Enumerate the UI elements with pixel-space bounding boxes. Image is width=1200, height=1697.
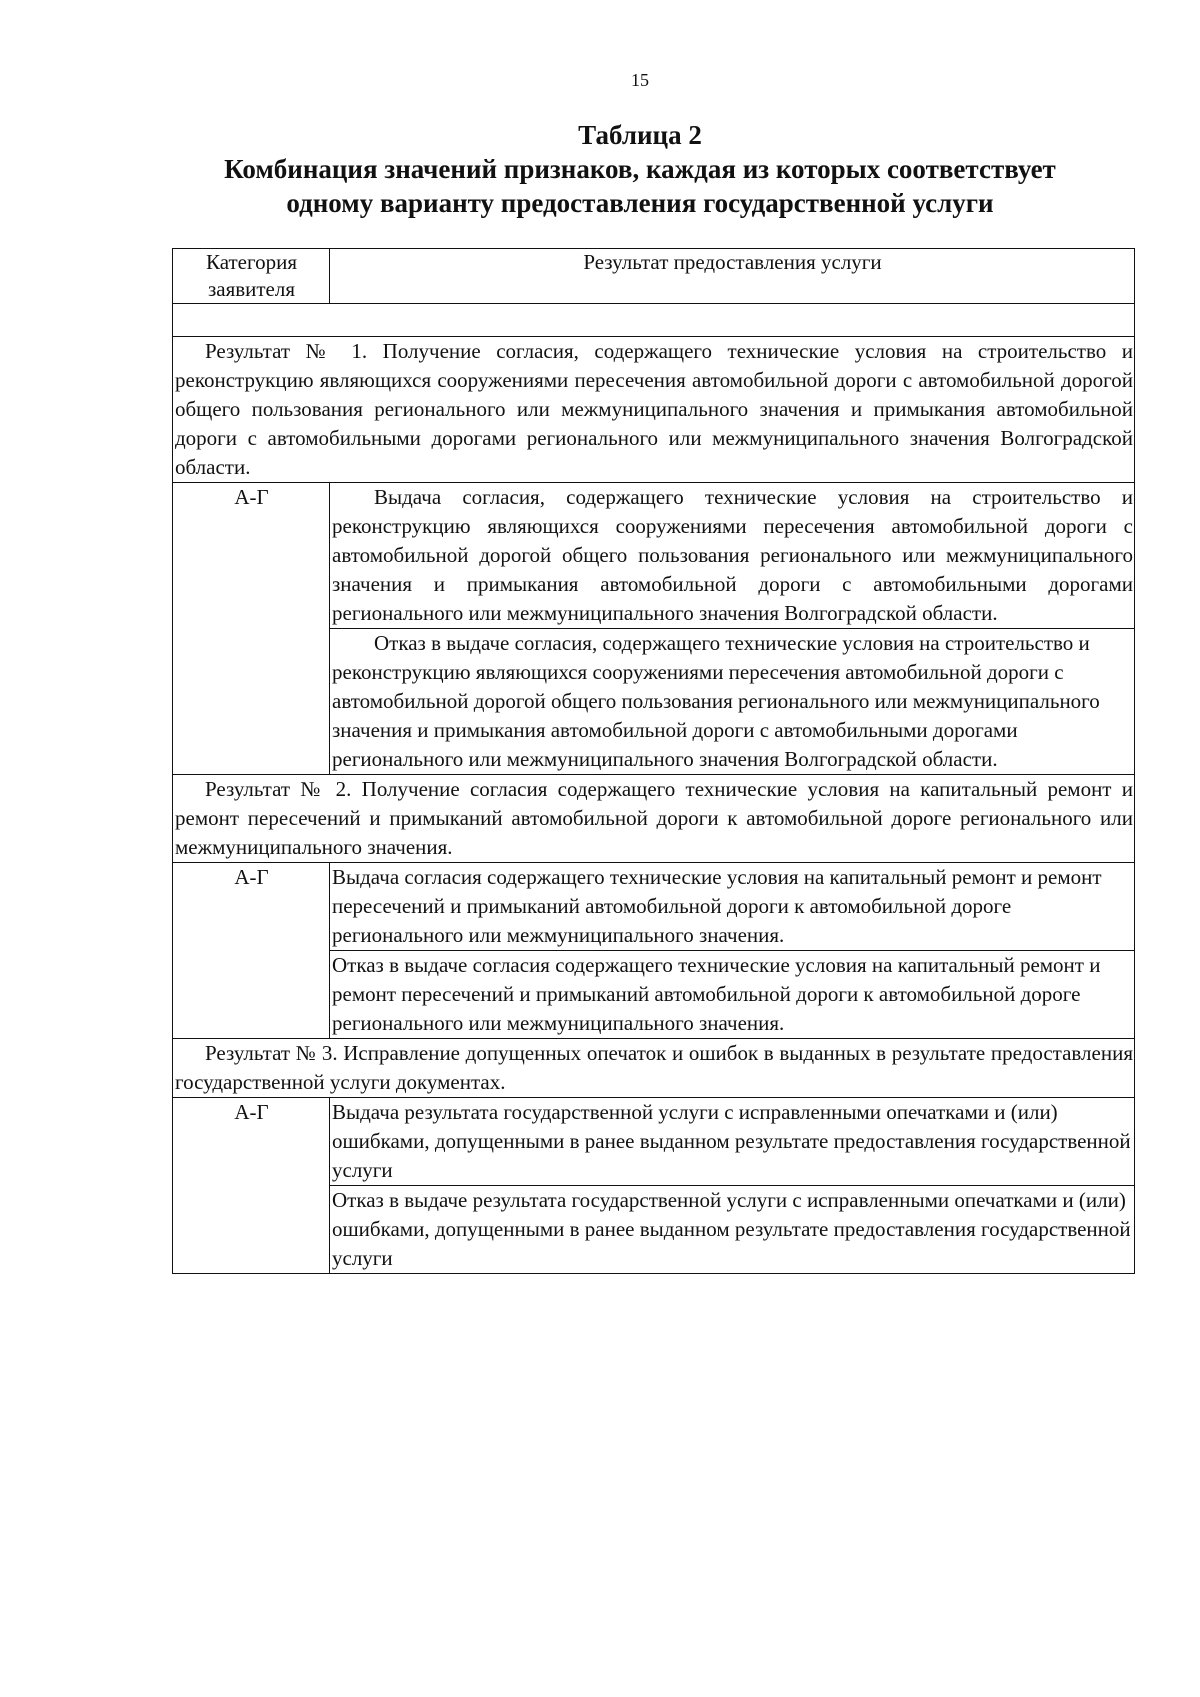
table-spacer-row bbox=[173, 304, 1135, 337]
outcome-issue: Выдача согласия, содержащего технические условия на строительство и реконструкцию являющихся сооружениями пересечения автомобильной дороги с автомобильной дорогой общего пользования регионального или межмуниципального значения и примыкания автомобильной дороги с автомобильными дорогами регионального или межмуниципального значения Волгоградской области. bbox=[330, 483, 1135, 629]
result-row-2 bbox=[173, 775, 1135, 863]
combinations-table bbox=[172, 248, 1135, 1274]
outcome-row bbox=[173, 483, 1135, 629]
table-title bbox=[140, 118, 1140, 220]
category-cell: А-Г bbox=[173, 483, 330, 775]
table-title-number: Таблица 2 bbox=[578, 120, 702, 150]
outcome-refusal: Отказ в выдаче согласия, содержащего технические условия на строительство и реконструкцию являющихся сооружениями пересечения автомобильной дороги с автомобильной дорогой общего пользования регионального или межмуниципального значения и примыкания автомобильной дороги с автомобильными дорогами регионального или межмуниципального значения Волгоградской области. bbox=[330, 629, 1135, 775]
outcome-refusal: Отказ в выдаче результата государственной услуги с исправленными опечатками и (или) ошибками, допущенными в ранее выданном результате предоставления государственной услуги bbox=[330, 1186, 1135, 1274]
result-2-text: Результат № 2. Получение согласия содержащего технические условия на капитальный ремонт и ремонт пересечений и примыканий автомобильной дороги к автомобильной дороге регионального или межмуниципального значения. bbox=[173, 775, 1135, 863]
result-row-1 bbox=[173, 337, 1135, 483]
table-title-caption-line1: Комбинация значений признаков, каждая из которых соответствует bbox=[224, 154, 1056, 184]
category-cell: А-Г bbox=[173, 1098, 330, 1274]
result-3-text: Результат № 3. Исправление допущенных опечаток и ошибок в выданных в результате предоставления государственной услуги документах. bbox=[173, 1039, 1135, 1098]
spacer-cell bbox=[173, 304, 1135, 337]
outcome-row bbox=[173, 863, 1135, 951]
outcome-row bbox=[173, 1098, 1135, 1186]
page-number: 15 bbox=[631, 70, 649, 90]
table-header-row bbox=[173, 249, 1135, 304]
table-title-caption-line2: одному варианту предоставления государственной услуги bbox=[286, 188, 994, 218]
category-cell: А-Г bbox=[173, 863, 330, 1039]
outcome-issue: Выдача результата государственной услуги с исправленными опечатками и (или) ошибками, допущенными в ранее выданном результате предоставления государственной услуги bbox=[330, 1098, 1135, 1186]
result-1-text: Результат № 1. Получение согласия, содержащего технические условия на строительство и реконструкцию являющихся сооружениями пересечения автомобильной дороги с автомобильной дорогой общего пользования регионального или межмуниципального значения и примыкания автомобильной дороги с автомобильными дорогами регионального или межмуниципального значения Волгоградской области. bbox=[173, 337, 1135, 483]
result-row-3 bbox=[173, 1039, 1135, 1098]
outcome-refusal: Отказ в выдаче согласия содержащего технические условия на капитальный ремонт и ремонт пересечений и примыканий автомобильной дороги к автомобильной дороге регионального или межмуниципального значения. bbox=[330, 951, 1135, 1039]
outcome-issue: Выдача согласия содержащего технические условия на капитальный ремонт и ремонт пересечений и примыканий автомобильной дороги к автомобильной дороге регионального или межмуниципального значения. bbox=[330, 863, 1135, 951]
header-result: Результат предоставления услуги bbox=[330, 249, 1135, 304]
header-category: Категория заявителя bbox=[173, 249, 330, 304]
